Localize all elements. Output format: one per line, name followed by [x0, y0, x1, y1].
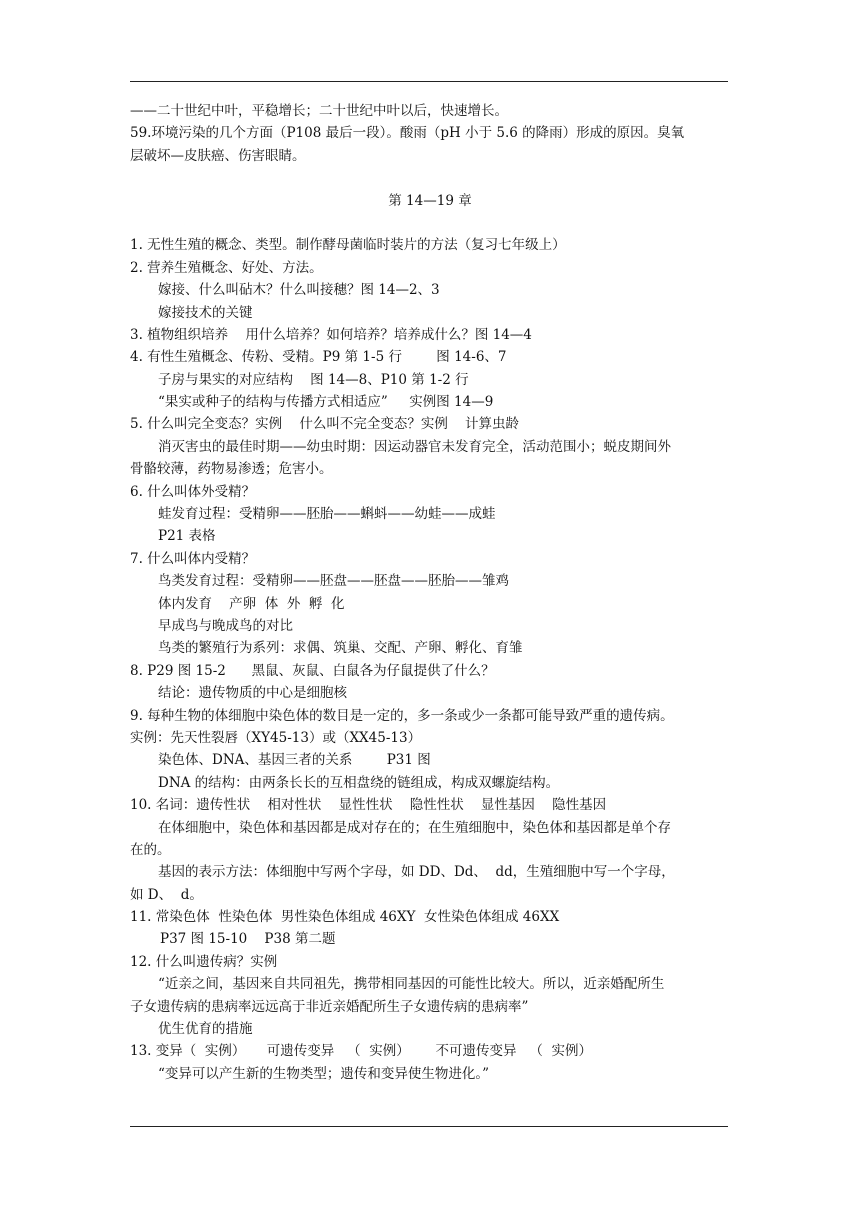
outline-line: 12. 什么叫遗传病？实例 [130, 953, 278, 970]
item-59-line-1: 59.环境污染的几个方面（P108 最后一段）。酸雨（pH 小于 5.6 的降雨）形成的原因。臭氧 [130, 125, 685, 142]
outline-line: 实例：先天性裂唇（XY45-13）或（XX45-13） [130, 729, 422, 746]
outline-line: 8. P29 图 15-2 黑鼠、灰鼠、白鼠各为仔鼠提供了什么？ [130, 662, 495, 679]
outline-line: 4. 有性生殖概念、传粉、受精。P9 第 1-5 行 图 14-6、7 [130, 349, 507, 366]
outline-list [130, 234, 730, 1085]
outline-line: 鸟类发育过程：受精卵——胚盘——胚盘——胚胎——雏鸡 [158, 573, 509, 590]
outline-line: 子女遗传病的患病率远远高于非近亲婚配所生子女遗传病的患病率” [130, 998, 529, 1015]
outline-line: 6. 什么叫体外受精？ [130, 483, 256, 500]
spacer [130, 167, 730, 189]
spacer [130, 212, 730, 234]
outline-line: 鸟类的繁殖行为系列：求偶、筑巢、交配、产卵、孵化、育雏 [158, 640, 523, 657]
outline-line: 结论：遗传物质的中心是细胞核 [158, 685, 347, 702]
outline-line: “近亲之间，基因来自共同祖先，携带相同基因的可能性比较大。所以，近亲婚配所生 [158, 976, 665, 993]
outline-line: 优生优育的措施 [158, 1021, 253, 1038]
outline-line: 消灭害虫的最佳时期——幼虫时期：因运动器官未发育完全，活动范围小；蜕皮期间外 [158, 438, 671, 455]
header-rule [130, 81, 728, 82]
outline-line: 5. 什么叫完全变态？实例 什么叫不完全变态？实例 计算虫龄 [130, 416, 520, 433]
outline-line: 体内发育 产卵 体 外 孵 化 [158, 595, 345, 612]
continuation-line: ——二十世纪中叶，平稳增长；二十世纪中叶以后，快速增长。 [130, 103, 508, 119]
document-body [130, 100, 730, 1085]
outline-line: 在体细胞中，染色体和基因都是成对存在的；在生殖细胞中，染色体和基因都是单个存 [158, 819, 671, 836]
outline-line: P37 图 15-10 P38 第二题 [160, 931, 336, 948]
outline-line: 如 D、 d。 [130, 886, 203, 903]
footer-rule [130, 1126, 728, 1127]
item-59-line-2: 层破坏—皮肤癌、伤害眼睛。 [130, 147, 306, 164]
outline-line: 染色体、DNA、基因三者的关系 P31 图 [158, 752, 431, 769]
outline-line: 早成鸟与晚成鸟的对比 [158, 617, 293, 634]
outline-line: 嫁接技术的关键 [158, 304, 253, 321]
outline-line: 9. 每种生物的体细胞中染色体的数目是一定的，多一条或少一条都可能导致严重的遗传病。 [130, 707, 674, 724]
outline-line: 13. 变异（ 实例） 可遗传变异 （ 实例） 不可遗传变异 （ 实例） [130, 1043, 592, 1060]
outline-line: 7. 什么叫体内受精？ [130, 550, 256, 567]
outline-line: 10. 名词：遗传性状 相对性状 显性性状 隐性性状 显性基因 隐性基因 [130, 797, 607, 814]
outline-line: 骨骼较薄，药物易渗透；危害小。 [130, 461, 333, 478]
outline-line: 3. 植物组织培养 用什么培养？如何培养？培养成什么？图 14—4 [130, 326, 532, 343]
outline-line: 子房与果实的对应结构 图 14—8、P10 第 1-2 行 [158, 371, 469, 388]
outline-line: “果实或种子的结构与传播方式相适应” 实例图 14—9 [158, 394, 494, 411]
outline-line: DNA 的结构：由两条长长的互相盘绕的链组成，构成双螺旋结构。 [158, 774, 560, 791]
outline-line: 蛙发育过程：受精卵——胚胎——蝌蚪——幼蛙——成蛙 [158, 506, 496, 523]
outline-line: “变异可以产生新的生物类型；遗传和变异使生物进化。” [158, 1065, 490, 1082]
outline-line: 2. 营养生殖概念、好处、方法。 [130, 259, 323, 276]
outline-line: 在的。 [130, 841, 171, 858]
outline-line: 11. 常染色体 性染色体 男性染色体组成 46XY 女性染色体组成 46XX [130, 909, 560, 926]
chapter-title: 第 14—19 章 [388, 192, 472, 209]
outline-line: 基因的表示方法：体细胞中写两个字母，如 DD、Dd、 dd，生殖细胞中写一个字母， [158, 864, 675, 881]
outline-line: 嫁接、什么叫砧木？什么叫接穗？图 14—2、3 [158, 282, 440, 299]
outline-line: P21 表格 [158, 528, 216, 545]
outline-line: 1. 无性生殖的概念、类型。制作酵母菌临时装片的方法（复习七年级上） [130, 237, 566, 254]
